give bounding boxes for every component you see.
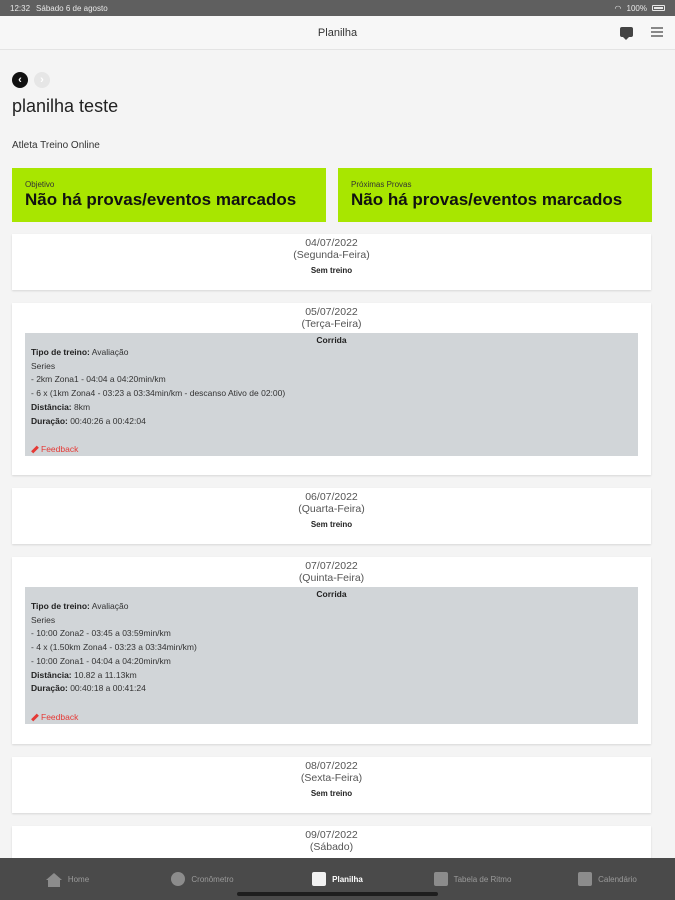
day-card (12, 826, 651, 858)
training-type-row (31, 600, 632, 614)
series-label: Series (31, 360, 56, 371)
clipboard-icon (312, 872, 326, 886)
week-navigation (12, 72, 50, 88)
day-weekday: (Quarta-Feira) (298, 503, 365, 515)
series-item: - 2km Zona1 - 04:04 a 04:20min/km (31, 374, 166, 385)
distance-value: 8km (71, 401, 91, 412)
distance-label: Distância: (31, 401, 72, 412)
duration-label: Duração: (31, 683, 68, 694)
day-card (12, 234, 651, 290)
chat-icon[interactable] (620, 27, 633, 37)
duration-row (31, 415, 632, 429)
home-indicator (237, 892, 438, 896)
series-item: - 6 x (1km Zona4 - 03:23 a 03:34min/km - descanso Ativo de 02:00) (31, 388, 286, 399)
home-icon (46, 873, 62, 880)
day-date: 08/07/2022 (305, 760, 358, 772)
next-week-button[interactable]: › (34, 72, 50, 88)
status-date: Sábado 6 de agosto (36, 3, 108, 13)
tab-calendar[interactable] (540, 858, 675, 900)
series-label: Series (31, 614, 56, 625)
series-item: - 4 x (1.50km Zona4 - 03:23 a 03:34min/km) (31, 642, 197, 653)
battery-percent: 100% (626, 3, 647, 13)
distance-row (31, 401, 632, 415)
duration-label: Duração: (31, 415, 68, 426)
no-training-label: Sem treino (310, 266, 353, 275)
feedback-label: Feedback (41, 712, 79, 722)
series-item: - 10:00 Zona1 - 04:04 a 04:20min/km (31, 655, 171, 666)
day-weekday: (Segunda-Feira) (293, 249, 370, 261)
next-races-value: Não há provas/eventos marcados (351, 190, 623, 209)
training-type-label: Tipo de treino: (31, 601, 90, 611)
tab-label: Tabela de Ritmo (453, 874, 512, 884)
training-type-value: Avaliação (89, 347, 129, 357)
workout-type: Corrida (316, 335, 347, 345)
feedback-link[interactable] (31, 444, 78, 454)
status-time: 12:32 (10, 3, 31, 13)
tab-label: Home (67, 874, 90, 884)
next-races-label: Próximas Provas (351, 180, 412, 189)
day-date: 06/07/2022 (305, 491, 358, 503)
table-icon (434, 872, 448, 886)
goal-value: Não há provas/eventos marcados (25, 190, 297, 209)
athlete-name: Atleta Treino Online (12, 140, 100, 151)
goal-label: Objetivo (25, 180, 55, 189)
day-date: 07/07/2022 (305, 560, 358, 572)
pencil-icon (31, 445, 39, 453)
tab-home[interactable] (0, 858, 135, 900)
day-date: 05/07/2022 (305, 306, 358, 318)
day-card (12, 557, 651, 744)
no-training-label: Sem treino (310, 789, 353, 798)
distance-value: 10.82 a 11.13km (71, 669, 137, 680)
day-date: 09/07/2022 (305, 829, 358, 841)
day-card (12, 488, 651, 544)
tab-label: Planilha (332, 874, 363, 884)
no-training-label: Sem treino (310, 520, 353, 529)
day-card (12, 303, 651, 475)
duration-row (31, 682, 632, 696)
workout-block[interactable] (25, 587, 638, 724)
workout-type: Corrida (316, 589, 347, 599)
wifi-icon: ◠ (614, 3, 622, 13)
training-type-value: Avaliação (89, 601, 129, 611)
day-weekday: (Terça-Feira) (301, 318, 362, 330)
app-bar-title: Planilha (317, 26, 358, 39)
training-type-row (31, 346, 632, 360)
distance-label: Distância: (31, 669, 72, 680)
previous-week-button[interactable]: ‹ (12, 72, 28, 88)
training-type-label: Tipo de treino: (31, 347, 90, 357)
app-bar (0, 16, 675, 50)
tab-label: Cronômetro (191, 874, 234, 884)
feedback-label: Feedback (41, 444, 79, 454)
day-weekday: (Sexta-Feira) (300, 772, 363, 784)
duration-value: 00:40:26 a 00:42:04 (67, 415, 146, 426)
series-item: - 10:00 Zona2 - 03:45 a 03:59min/km (31, 628, 171, 639)
battery-icon (652, 5, 665, 11)
goal-card (12, 168, 326, 222)
day-card (12, 757, 651, 813)
calendar-icon (578, 872, 592, 886)
next-races-card (338, 168, 652, 222)
day-weekday: (Sábado) (309, 841, 354, 853)
day-date: 04/07/2022 (305, 237, 358, 249)
day-weekday: (Quinta-Feira) (298, 572, 365, 584)
duration-value: 00:40:18 a 00:41:24 (67, 683, 146, 694)
pencil-icon (31, 713, 39, 721)
workout-block[interactable] (25, 333, 638, 456)
distance-row (31, 669, 632, 683)
menu-icon[interactable] (651, 27, 663, 37)
main-content[interactable] (0, 50, 675, 858)
tab-label: Calendário (598, 874, 637, 884)
page-title: planilha teste (12, 96, 119, 116)
feedback-link[interactable] (31, 712, 78, 722)
stopwatch-icon (171, 872, 185, 886)
status-bar (0, 0, 675, 16)
